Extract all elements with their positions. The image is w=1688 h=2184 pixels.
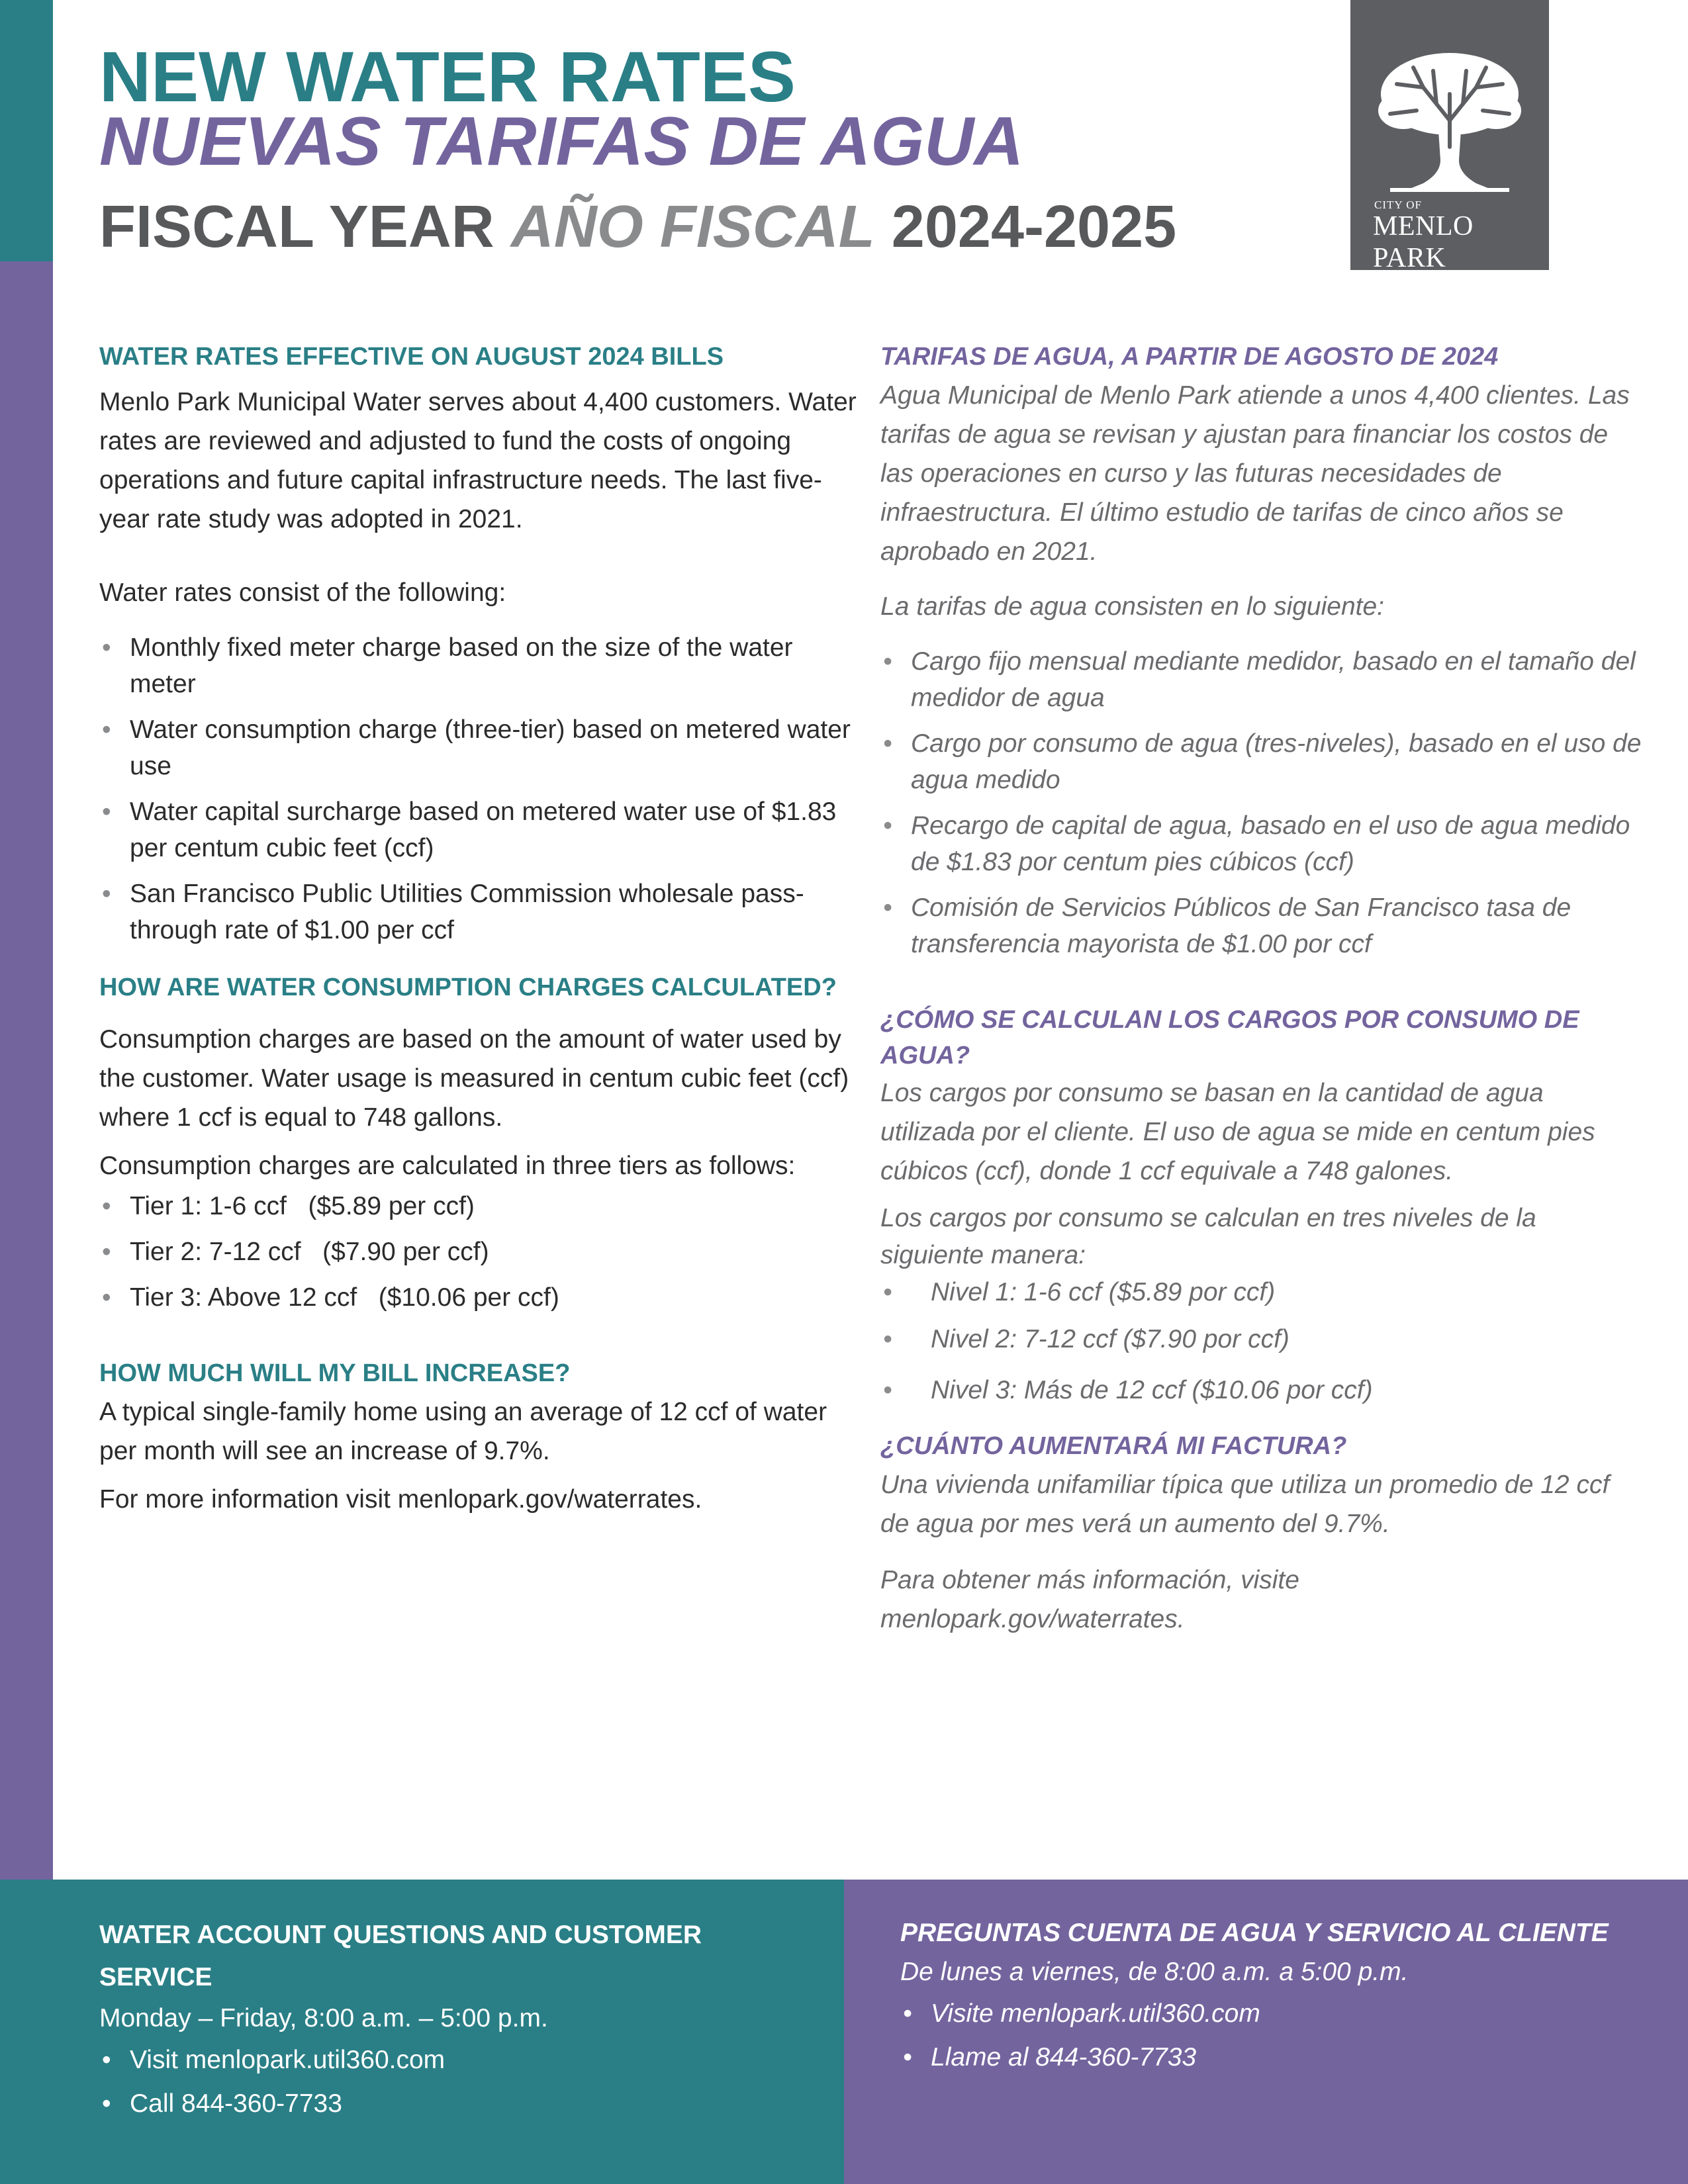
heading-consumption-charges-es: ¿CÓMO SE CALCULAN LOS CARGOS POR CONSUMO DE AGUA? xyxy=(880,1006,1579,1069)
bill-paragraph-es: Una vivienda unifamiliar típica que utiliza un promedio de 12 ccf de agua por mes verá un aumento del 9.7%. xyxy=(880,1471,1610,1538)
list-item: • Recargo de capital de agua, basado en el uso de agua medido de $1.83 por centum pies cúbicos (ccf) xyxy=(880,807,1642,880)
list-item: • Monthly fixed meter charge based on the size of the water meter xyxy=(99,629,861,702)
list-item: • Water capital surcharge based on metered water use of $1.83 per centum cubic feet (ccf) xyxy=(99,794,861,866)
tier-item: • Nivel 3: Más de 12 ccf ($10.06 por ccf) xyxy=(880,1372,1642,1408)
spanish-column xyxy=(880,338,1642,1639)
footer-heading: WATER ACCOUNT QUESTIONS AND CUSTOMER SERVICE xyxy=(99,1921,702,1991)
fiscal-year-en: FISCAL YEAR xyxy=(99,194,494,260)
list-item: • San Francisco Public Utilities Commission wholesale pass-through rate of $1.00 per ccf xyxy=(99,876,861,948)
more-info-text: For more information visit menlopark.gov/waterrates. xyxy=(99,1485,702,1514)
tier-item: • Tier 3: Above 12 ccf ($10.06 per ccf) xyxy=(99,1279,861,1316)
fiscal-year-title xyxy=(99,194,1177,260)
oak-tree-icon xyxy=(1377,48,1523,197)
accent-bar-purple xyxy=(0,261,53,1880)
title-spanish: NUEVAS TARIFAS DE AGUA xyxy=(99,103,1024,180)
rate-components-list-es xyxy=(880,643,1642,962)
tier-list xyxy=(99,1188,861,1316)
rate-components-list xyxy=(99,629,861,948)
bill-paragraph: A typical single-family home using an average of 12 ccf of water per month will see an increase of 9.7%. xyxy=(99,1398,827,1465)
footer-call-link-es[interactable]: • Llame al 844-360-7733 xyxy=(900,2036,1615,2079)
footer-visit-link-es[interactable]: • Visite menlopark.util360.com xyxy=(900,1992,1615,2036)
footer-contact-list xyxy=(99,2038,794,2126)
logo-city-of: CITY OF xyxy=(1374,199,1423,211)
footer-heading-es: PREGUNTAS CUENTA DE AGUA Y SERVICIO AL CLIENTE xyxy=(900,1919,1609,1947)
tiers-intro: Consumption charges are calculated in three tiers as follows: xyxy=(99,1152,796,1180)
menlo-park-logo xyxy=(1350,0,1549,273)
tier-item: • Nivel 1: 1-6 ccf ($5.89 por ccf) xyxy=(880,1274,1642,1310)
title-english: NEW WATER RATES xyxy=(99,36,796,116)
accent-bar-teal xyxy=(0,0,53,261)
footer-contact-list-es xyxy=(900,1992,1615,2079)
fiscal-year-range: 2024-2025 xyxy=(891,194,1177,260)
logo-menlo-park: MENLO PARK xyxy=(1373,211,1474,273)
intro-paragraph-es: Agua Municipal de Menlo Park atiende a unos 4,400 clientes. Las tarifas de agua se revisan y ajustan para financiar los costos de las operaciones en curso y las futuras necesidades de infraestructura. El último estudio de tarifas de cinco años se aprobado en 2021. xyxy=(880,381,1630,566)
list-item: • Cargo por consumo de agua (tres-niveles), basado en el uso de agua medido xyxy=(880,725,1642,798)
more-info-text-es: Para obtener más información, visite menlopark.gov/waterrates. xyxy=(880,1566,1299,1633)
tier-item: • Tier 2: 7-12 ccf ($7.90 per ccf) xyxy=(99,1234,861,1270)
footer-hours: Monday – Friday, 8:00 a.m. – 5:00 p.m. xyxy=(99,2004,548,2032)
footer-english xyxy=(0,1880,844,2184)
list-item: • Comisión de Servicios Públicos de San Francisco tasa de transferencia mayorista de $1.00 por ccf xyxy=(880,889,1642,962)
heading-bill-increase-es: ¿CUÁNTO AUMENTARÁ MI FACTURA? xyxy=(880,1432,1347,1460)
footer-spanish xyxy=(844,1880,1688,2184)
footer-hours-es: De lunes a viernes, de 8:00 a.m. a 5:00 p.m. xyxy=(900,1958,1409,1986)
footer-call-link[interactable]: • Call 844-360-7733 xyxy=(99,2082,794,2126)
heading-consumption-charges: HOW ARE WATER CONSUMPTION CHARGES CALCULATED? xyxy=(99,974,837,1001)
consumption-paragraph: Consumption charges are based on the amount of water used by the customer. Water usage is measured in centum cubic feet (ccf) where 1 ccf is equal to 748 gallons. xyxy=(99,1025,849,1132)
footer-visit-link[interactable]: • Visit menlopark.util360.com xyxy=(99,2038,794,2082)
heading-rates-effective-es: TARIFAS DE AGUA, A PARTIR DE AGOSTO DE 2024 xyxy=(880,343,1499,371)
tier-item: • Tier 1: 1-6 ccf ($5.89 per ccf) xyxy=(99,1188,861,1224)
intro-paragraph: Menlo Park Municipal Water serves about 4,400 customers. Water rates are reviewed and adjusted to fund the costs of ongoing operations and future capital infrastructure needs. The last five-year rate study was adopted in 2021. xyxy=(99,388,857,533)
consumption-paragraph-es: Los cargos por consumo se basan en la cantidad de agua utilizada por el cliente. El uso de agua se mide en centum pies cúbicos (ccf), donde 1 ccf equivale a 748 galones. xyxy=(880,1079,1595,1185)
tier-item: • Nivel 2: 7-12 ccf ($7.90 por ccf) xyxy=(880,1321,1642,1357)
list-item: • Cargo fijo mensual mediante medidor, basado en el tamaño del medidor de agua xyxy=(880,643,1642,716)
rates-consist-text-es: La tarifas de agua consisten en lo siguiente: xyxy=(880,592,1385,621)
rates-consist-text: Water rates consist of the following: xyxy=(99,578,506,607)
fiscal-year-es: AÑO FISCAL xyxy=(510,194,875,260)
list-item: • Water consumption charge (three-tier) based on metered water use xyxy=(99,711,861,784)
heading-rates-effective: WATER RATES EFFECTIVE ON AUGUST 2024 BILLS xyxy=(99,343,724,371)
heading-bill-increase: HOW MUCH WILL MY BILL INCREASE? xyxy=(99,1359,571,1387)
tiers-intro-es: Los cargos por consumo se calculan en tres niveles de la siguiente manera: xyxy=(880,1204,1536,1269)
english-column xyxy=(99,338,861,1519)
tier-list-es xyxy=(880,1274,1642,1408)
